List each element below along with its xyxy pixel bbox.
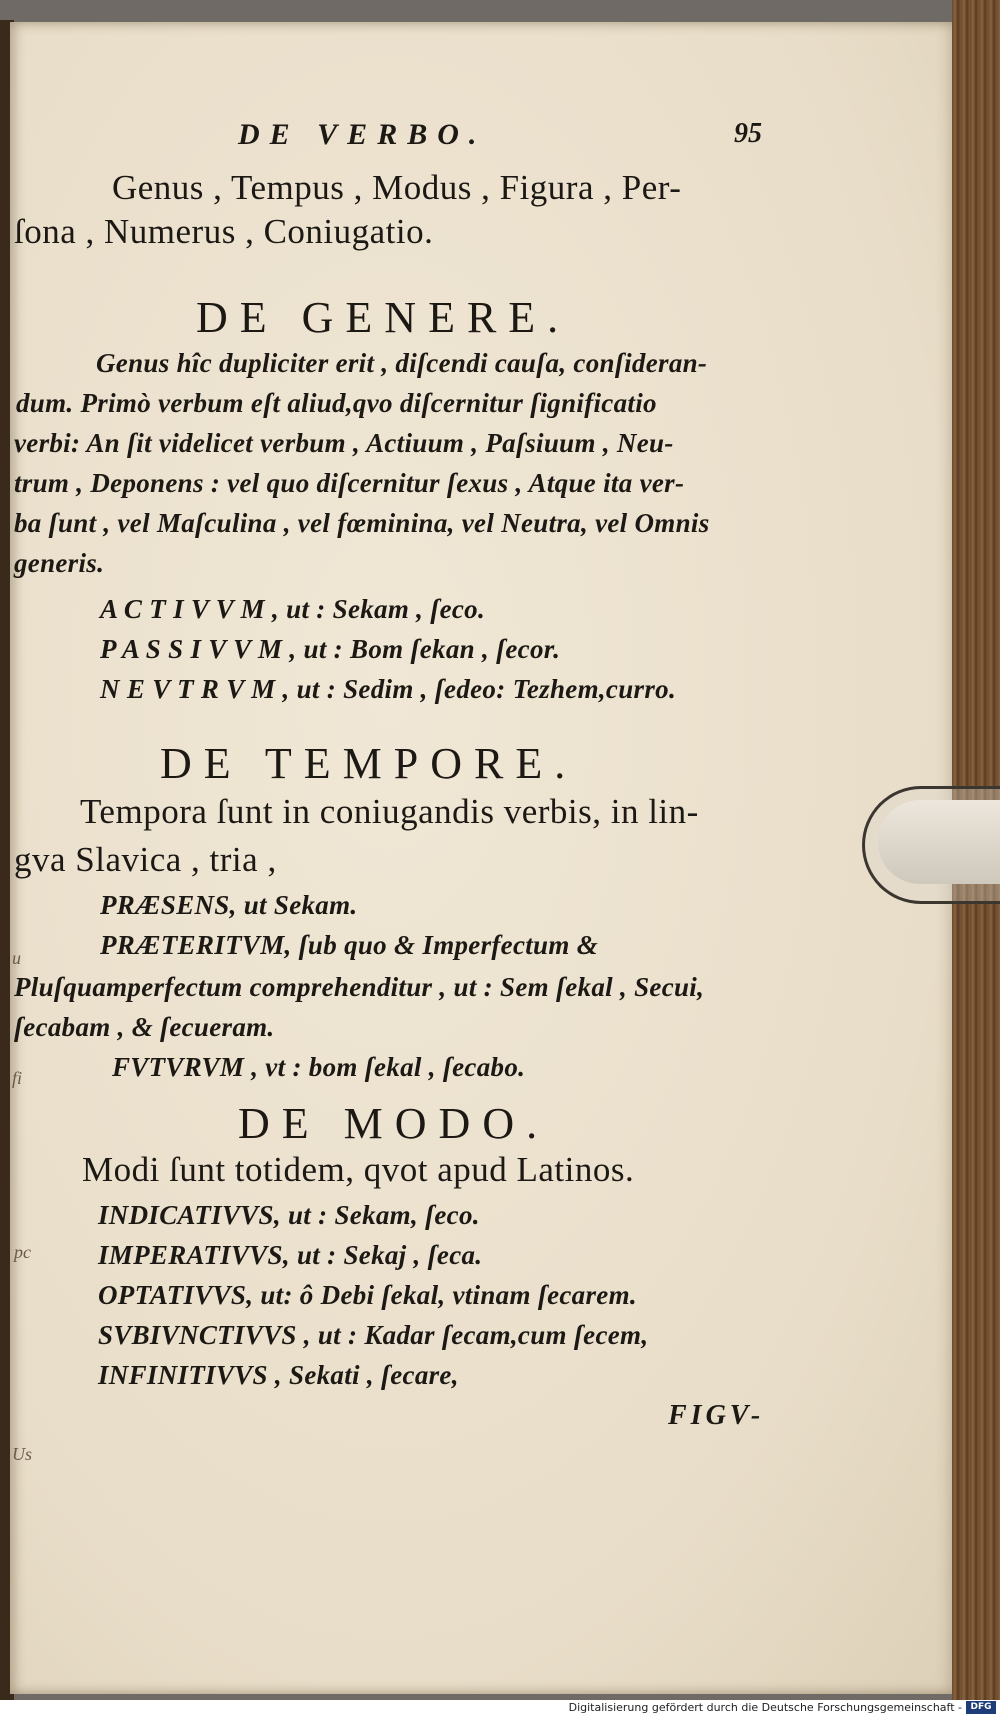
example-line: A C T I V V M , ut : Sekam , ſeco.: [100, 594, 485, 624]
bookmark-ribbon-fold: [878, 800, 1000, 884]
text-line: dum. Primò verbum eſt aliud,qvo diſcernitur ſignificatio: [16, 388, 657, 418]
example-line: INFINITIVVS , Sekati , ſecare,: [98, 1360, 459, 1390]
text-line: generis.: [14, 548, 105, 578]
section-heading: DE MODO.: [238, 1099, 550, 1148]
text-line: Genus hîc dupliciter erit , diſcendi cauſa, conſideran-: [96, 348, 708, 378]
example-line: SVBIVNCTIVVS , ut : Kadar ſecam,cum ſecem,: [98, 1320, 649, 1350]
margin-mark: pc: [14, 1242, 31, 1262]
text-line: ſona , Numerus , Coniugatio.: [14, 212, 434, 251]
example-line: P A S S I V V M , ut : Bom ſekan , ſecor.: [100, 634, 561, 664]
text-line: verbi: An ſit videlicet verbum , Actiuum , Paſsiuum , Neu-: [14, 428, 674, 458]
page-number: 95: [734, 118, 762, 149]
example-line: Pluſquamperfectum comprehenditur , ut : Sem ſekal , Secui,: [14, 972, 705, 1002]
text-line: trum , Deponens : vel quo diſcernitur ſexus , Atque ita ver-: [14, 468, 685, 498]
example-line: PRÆTERITVM, ſub quo & Imperfectum &: [100, 930, 599, 960]
text-line: Modi ſunt totidem, qvot apud Latinos.: [82, 1150, 635, 1189]
footer-credit: Digitalisierung gefördert durch die Deutsche Forschungsgemeinschaft -: [568, 1701, 962, 1714]
section-heading: DE TEMPORE.: [160, 739, 578, 788]
example-line: ſecabam , & ſecueram.: [14, 1012, 275, 1042]
section-heading: DE GENERE.: [196, 293, 571, 342]
running-head: DE VERBO.: [238, 118, 487, 151]
text-line: Genus , Tempus , Modus , Figura , Per-: [112, 168, 682, 207]
footer-bar: [0, 1700, 1000, 1716]
margin-mark: fi: [12, 1068, 23, 1088]
margin-mark: Us: [12, 1444, 33, 1464]
dfg-logo: DFG: [966, 1701, 996, 1714]
example-line: FVTVRVM , vt : bom ſekal , ſecabo.: [112, 1052, 526, 1082]
text-line: ba ſunt , vel Maſculina , vel fœminina, vel Neutra, vel Omnis: [14, 508, 710, 538]
margin-mark: u: [12, 948, 21, 968]
example-line: PRÆSENS, ut Sekam.: [100, 890, 358, 920]
catchword: FIGV-: [668, 1400, 765, 1431]
example-line: IMPERATIVVS, ut : Sekaj , ſeca.: [98, 1240, 483, 1270]
example-line: N E V T R V M , ut : Sedim , ſedeo: Tezhem,curro.: [100, 674, 676, 704]
text-line: gva Slavica , tria ,: [14, 840, 277, 879]
text-line: Tempora ſunt in coniugandis verbis, in lin-: [80, 792, 699, 831]
example-line: INDICATIVVS, ut : Sekam, ſeco.: [98, 1200, 480, 1230]
example-line: OPTATIVVS, ut: ô Debi ſekal, vtinam ſecarem.: [98, 1280, 637, 1310]
